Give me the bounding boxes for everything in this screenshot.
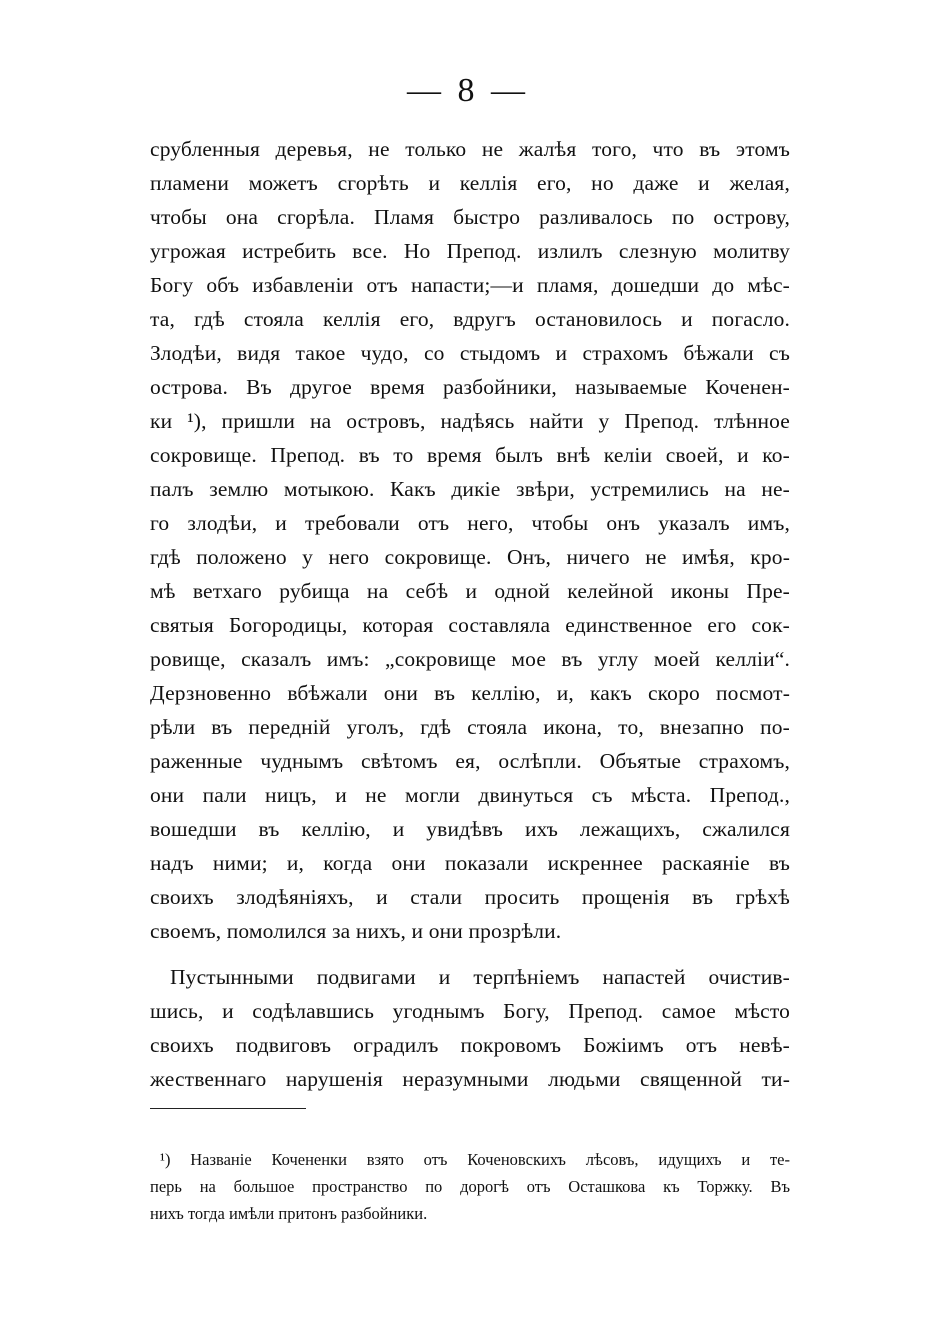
paragraph-spacer bbox=[150, 948, 790, 960]
text-line: пламени можетъ сгорѣть и келлія его, но даже и желая, bbox=[150, 171, 790, 195]
footnote-line: нихъ тогда имѣли притонъ разбойники. bbox=[150, 1204, 428, 1223]
paragraph-1 bbox=[150, 132, 790, 948]
text-line: святыя Богородицы, которая составляла единственное его сок- bbox=[150, 613, 790, 637]
text-line: своемъ, помолился за нихъ, и они прозрѣли. bbox=[150, 919, 562, 943]
footnote-line: перь на большое пространство по дорогѣ отъ Осташкова къ Торжку. Въ bbox=[150, 1177, 790, 1196]
text-line: палъ землю мотыкою. Какъ дикіе звѣри, устремились на не- bbox=[150, 477, 790, 501]
text-line: вошедши въ келлію, и увидѣвъ ихъ лежащихъ, сжалился bbox=[150, 817, 790, 841]
text-line: ки ¹), пришли на островъ, надѣясь найти у Препод. тлѣнное bbox=[150, 409, 790, 433]
text-line: ровище, сказалъ имъ: „сокровище мое въ углу моей келліи“. bbox=[150, 647, 790, 671]
text-line: острова. Въ другое время разбойники, называемые Коченен- bbox=[150, 375, 790, 399]
text-line: мѣ ветхаго рубища на себѣ и одной келейной иконы Пре- bbox=[150, 579, 790, 603]
text-line: гдѣ положено у него сокровище. Онъ, ничего не имѣя, кро- bbox=[150, 545, 790, 569]
text-line: угрожая истребить все. Но Препод. излилъ слезную молитву bbox=[150, 239, 790, 263]
footnote-line: ¹) Названіе Кочененки взято отъ Коченовскихъ лѣсовъ, идущихъ и те- bbox=[160, 1150, 790, 1169]
text-line: своихъ злодѣяніяхъ, и стали просить прощенія въ грѣхѣ bbox=[150, 885, 790, 909]
text-line: они пали ницъ, и не могли двинуться съ мѣста. Препод., bbox=[150, 783, 790, 807]
text-line: своихъ подвиговъ оградилъ покровомъ Божіимъ отъ невѣ- bbox=[150, 1033, 790, 1057]
text-line: го злодѣи, и требовали отъ него, чтобы онъ указалъ имъ, bbox=[150, 511, 790, 535]
text-line: шись, и содѣлавшись угоднымъ Богу, Препод. самое мѣсто bbox=[150, 999, 790, 1023]
text-line: срубленныя деревья, не только не жалѣя того, что въ этомъ bbox=[150, 137, 790, 161]
body-text bbox=[150, 132, 790, 1096]
footnote-divider bbox=[150, 1108, 306, 1109]
text-line: надъ ними; и, когда они показали искреннее раскаяніе въ bbox=[150, 851, 790, 875]
text-line: сокровище. Препод. въ то время былъ внѣ келіи своей, и ко- bbox=[150, 443, 790, 467]
page-number: — 8 — bbox=[407, 72, 529, 109]
text-line: жественнаго нарушенія неразумными людьми священной ти- bbox=[150, 1067, 790, 1091]
text-line: Богу объ избавленіи отъ напасти;—и пламя, дошедши до мѣс- bbox=[150, 273, 790, 297]
paragraph-2 bbox=[150, 960, 790, 1096]
text-line: рѣли въ передній уголъ, гдѣ стояла икона, то, внезапно по- bbox=[150, 715, 790, 739]
text-line: та, гдѣ стояла келлія его, вдругъ остановилось и погасло. bbox=[150, 307, 790, 331]
text-line: чтобы она сгорѣла. Пламя быстро разливалось по острову, bbox=[150, 205, 790, 229]
text-line: Пустынными подвигами и терпѣніемъ напастей очистив- bbox=[170, 965, 790, 989]
text-line: Дерзновенно вбѣжали они въ келлію, и, какъ скоро посмот- bbox=[150, 681, 790, 705]
text-line: Злодѣи, видя такое чудо, со стыдомъ и страхомъ бѣжали съ bbox=[150, 341, 790, 365]
text-line: раженные чуднымъ свѣтомъ ея, ослѣпли. Объятые страхомъ, bbox=[150, 749, 790, 773]
footnote bbox=[150, 1146, 790, 1227]
